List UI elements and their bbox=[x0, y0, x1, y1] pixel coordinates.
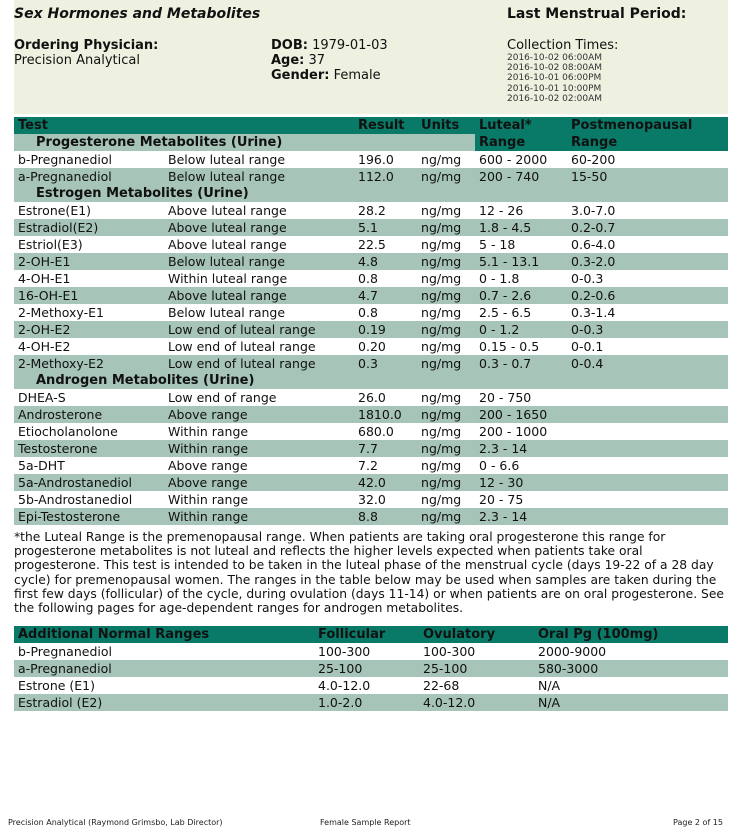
test-name: Etiocholanolone bbox=[14, 423, 164, 440]
interpretation: Low end of luteal range bbox=[164, 338, 354, 355]
test-name: 16-OH-E1 bbox=[14, 287, 164, 304]
column-header-oral-pg: Oral Pg (100mg) bbox=[534, 626, 728, 643]
luteal-range: 0.3 - 0.7 bbox=[475, 355, 567, 372]
interpretation: Below luteal range bbox=[164, 304, 354, 321]
luteal-range: 2.3 - 14 bbox=[475, 508, 567, 525]
result-value: 4.8 bbox=[354, 253, 417, 270]
collection-time: 2016-10-02 08:00AM bbox=[507, 63, 603, 74]
table-row bbox=[14, 355, 728, 372]
dob-label: DOB: bbox=[271, 38, 308, 53]
test-name: Estradiol(E2) bbox=[14, 219, 164, 236]
table-row bbox=[14, 440, 728, 457]
section-title: Progesterone Metabolites (Urine) bbox=[14, 134, 475, 151]
luteal-range: 5 - 18 bbox=[475, 236, 567, 253]
interpretation: Above luteal range bbox=[164, 236, 354, 253]
column-header-additional: Additional Normal Ranges bbox=[14, 626, 314, 643]
additional-ranges-table bbox=[14, 626, 728, 711]
oral-pg-range: 580-3000 bbox=[534, 660, 728, 677]
table-row bbox=[14, 694, 728, 711]
postmenopausal-range bbox=[567, 491, 728, 508]
ovulatory-range: 25-100 bbox=[419, 660, 534, 677]
result-value: 5.1 bbox=[354, 219, 417, 236]
interpretation: Within range bbox=[164, 491, 354, 508]
result-value: 8.8 bbox=[354, 508, 417, 525]
table-row bbox=[14, 321, 728, 338]
luteal-range: 0.7 - 2.6 bbox=[475, 287, 567, 304]
luteal-range: 2.3 - 14 bbox=[475, 440, 567, 457]
table-row bbox=[14, 151, 728, 168]
units: ng/mg bbox=[417, 287, 475, 304]
result-value: 1810.0 bbox=[354, 406, 417, 423]
table-row bbox=[14, 508, 728, 525]
units: ng/mg bbox=[417, 253, 475, 270]
column-header-postmenopausal-range: Range bbox=[567, 134, 728, 151]
postmenopausal-range: 0.3-2.0 bbox=[567, 253, 728, 270]
collection-time: 2016-10-01 06:00PM bbox=[507, 73, 602, 84]
units: ng/mg bbox=[417, 491, 475, 508]
follicular-range: 100-300 bbox=[314, 643, 419, 660]
luteal-range: 5.1 - 13.1 bbox=[475, 253, 567, 270]
interpretation: Above range bbox=[164, 406, 354, 423]
test-name: 2-Methoxy-E1 bbox=[14, 304, 164, 321]
postmenopausal-range bbox=[567, 389, 728, 406]
postmenopausal-range: 0-0.3 bbox=[567, 321, 728, 338]
units: ng/mg bbox=[417, 389, 475, 406]
units: ng/mg bbox=[417, 355, 475, 372]
test-name: 2-Methoxy-E2 bbox=[14, 355, 164, 372]
patient-info bbox=[271, 38, 388, 83]
table-row bbox=[14, 304, 728, 321]
postmenopausal-range: 0.2-0.6 bbox=[567, 287, 728, 304]
section-header-row bbox=[14, 185, 728, 202]
luteal-range: 2.5 - 6.5 bbox=[475, 304, 567, 321]
interpretation: Low end of luteal range bbox=[164, 355, 354, 372]
luteal-range: 20 - 75 bbox=[475, 491, 567, 508]
column-header-ovulatory: Ovulatory bbox=[419, 626, 534, 643]
age-value: 37 bbox=[308, 53, 326, 68]
test-name: 5a-Androstanediol bbox=[14, 474, 164, 491]
gender-value: Female bbox=[333, 68, 381, 83]
test-name: 4-OH-E2 bbox=[14, 338, 164, 355]
units: ng/mg bbox=[417, 236, 475, 253]
interpretation: Within range bbox=[164, 508, 354, 525]
table-row bbox=[14, 677, 728, 694]
interpretation: Above luteal range bbox=[164, 287, 354, 304]
postmenopausal-range: 0-0.1 bbox=[567, 338, 728, 355]
test-name: b-Pregnanediol bbox=[14, 151, 164, 168]
table-row bbox=[14, 660, 728, 677]
interpretation: Below luteal range bbox=[164, 168, 354, 185]
ordering-physician bbox=[14, 38, 158, 68]
result-value: 32.0 bbox=[354, 491, 417, 508]
postmenopausal-range bbox=[567, 423, 728, 440]
table-row bbox=[14, 389, 728, 406]
collection-times bbox=[507, 38, 618, 104]
postmenopausal-range: 0.3-1.4 bbox=[567, 304, 728, 321]
section-title: Androgen Metabolites (Urine) bbox=[14, 372, 475, 389]
luteal-range: 12 - 30 bbox=[475, 474, 567, 491]
postmenopausal-range bbox=[567, 440, 728, 457]
collection-time: 2016-10-01 10:00PM bbox=[507, 83, 602, 94]
interpretation: Below luteal range bbox=[164, 253, 354, 270]
test-name: 4-OH-E1 bbox=[14, 270, 164, 287]
test-name: Estriol(E3) bbox=[14, 236, 164, 253]
follicular-range: 1.0-2.0 bbox=[314, 694, 419, 711]
interpretation: Below luteal range bbox=[164, 151, 354, 168]
test-name: 2-OH-E2 bbox=[14, 321, 164, 338]
column-header-follicular: Follicular bbox=[314, 626, 419, 643]
result-value: 0.20 bbox=[354, 338, 417, 355]
table-row bbox=[14, 202, 728, 219]
units: ng/mg bbox=[417, 440, 475, 457]
footer-page-number: Page 2 of 15 bbox=[673, 818, 723, 827]
gender-label: Gender: bbox=[271, 68, 330, 83]
results-table bbox=[14, 117, 728, 525]
postmenopausal-range bbox=[567, 474, 728, 491]
oral-pg-range: 2000-9000 bbox=[534, 643, 728, 660]
table-row bbox=[14, 474, 728, 491]
luteal-range: 12 - 26 bbox=[475, 202, 567, 219]
interpretation: Low end of luteal range bbox=[164, 321, 354, 338]
table-row bbox=[14, 253, 728, 270]
table-row bbox=[14, 457, 728, 474]
ovulatory-range: 100-300 bbox=[419, 643, 534, 660]
table-row bbox=[14, 219, 728, 236]
table-row bbox=[14, 270, 728, 287]
table-header-row bbox=[14, 117, 728, 134]
result-value: 4.7 bbox=[354, 287, 417, 304]
postmenopausal-range: 0-0.3 bbox=[567, 270, 728, 287]
postmenopausal-range: 0.6-4.0 bbox=[567, 236, 728, 253]
result-value: 42.0 bbox=[354, 474, 417, 491]
interpretation: Above luteal range bbox=[164, 202, 354, 219]
result-value: 28.2 bbox=[354, 202, 417, 219]
column-header-luteal-range: Range bbox=[475, 134, 567, 151]
units: ng/mg bbox=[417, 474, 475, 491]
postmenopausal-range: 3.0-7.0 bbox=[567, 202, 728, 219]
postmenopausal-range bbox=[567, 457, 728, 474]
section-header-row bbox=[14, 134, 728, 151]
interpretation: Low end of range bbox=[164, 389, 354, 406]
follicular-range: 25-100 bbox=[314, 660, 419, 677]
age-label: Age: bbox=[271, 53, 305, 68]
table-row bbox=[14, 423, 728, 440]
luteal-range: 0 - 1.8 bbox=[475, 270, 567, 287]
oral-pg-range: N/A bbox=[534, 694, 728, 711]
units: ng/mg bbox=[417, 423, 475, 440]
test-name: Testosterone bbox=[14, 440, 164, 457]
test-name: Androsterone bbox=[14, 406, 164, 423]
luteal-range: 0 - 1.2 bbox=[475, 321, 567, 338]
collection-times-label: Collection Times: bbox=[507, 38, 619, 53]
units: ng/mg bbox=[417, 406, 475, 423]
postmenopausal-range: 60-200 bbox=[567, 151, 728, 168]
test-name: Estrone(E1) bbox=[14, 202, 164, 219]
test-name: DHEA-S bbox=[14, 389, 164, 406]
column-header-result: Result bbox=[354, 117, 417, 134]
test-name: Estrone (E1) bbox=[14, 677, 314, 694]
test-name: a-Pregnanediol bbox=[14, 168, 164, 185]
luteal-range: 200 - 740 bbox=[475, 168, 567, 185]
units: ng/mg bbox=[417, 304, 475, 321]
section-spacer bbox=[475, 372, 728, 389]
units: ng/mg bbox=[417, 508, 475, 525]
luteal-range: 0 - 6.6 bbox=[475, 457, 567, 474]
section-header-row bbox=[14, 372, 728, 389]
ovulatory-range: 22-68 bbox=[419, 677, 534, 694]
table-row bbox=[14, 287, 728, 304]
table-row bbox=[14, 338, 728, 355]
table-row bbox=[14, 168, 728, 185]
ovulatory-range: 4.0-12.0 bbox=[419, 694, 534, 711]
result-value: 680.0 bbox=[354, 423, 417, 440]
luteal-range: 600 - 2000 bbox=[475, 151, 567, 168]
units: ng/mg bbox=[417, 457, 475, 474]
collection-time: 2016-10-02 02:00AM bbox=[507, 93, 603, 104]
footer-lab: Precision Analytical (Raymond Grimsbo, Lab Director) bbox=[8, 818, 223, 827]
table-row bbox=[14, 406, 728, 423]
units: ng/mg bbox=[417, 219, 475, 236]
ordering-physician-value: Precision Analytical bbox=[14, 53, 140, 68]
table-row bbox=[14, 643, 728, 660]
result-value: 0.8 bbox=[354, 304, 417, 321]
test-name: Estradiol (E2) bbox=[14, 694, 314, 711]
test-name: 2-OH-E1 bbox=[14, 253, 164, 270]
result-value: 7.2 bbox=[354, 457, 417, 474]
oral-pg-range: N/A bbox=[534, 677, 728, 694]
column-header-luteal: Luteal* bbox=[475, 117, 567, 134]
units: ng/mg bbox=[417, 338, 475, 355]
interpretation: Within range bbox=[164, 423, 354, 440]
test-name: Epi-Testosterone bbox=[14, 508, 164, 525]
column-header-test: Test bbox=[14, 117, 354, 134]
postmenopausal-range: 0.2-0.7 bbox=[567, 219, 728, 236]
luteal-range-note: *the Luteal Range is the premenopausal range. When patients are taking oral progesterone this range for progesterone metabolites is not luteal and reflects the higher levels expected when patients take oral progesterone. This test is intended to be taken in the luteal phase of the menstrual cycle (days 19-22 of a 28 day cycle) for premenopausal women. The ranges in the table below may be used when samples are taken during the first few days (follicular) of the cycle, during ovulation (days 11-14) or when patients are on oral progesterone. See the following pages for age-dependent ranges for androgen metabolites. bbox=[14, 530, 724, 616]
interpretation: Within range bbox=[164, 440, 354, 457]
interpretation: Above range bbox=[164, 474, 354, 491]
test-name: 5a-DHT bbox=[14, 457, 164, 474]
luteal-range: 0.15 - 0.5 bbox=[475, 338, 567, 355]
test-name: a-Pregnanediol bbox=[14, 660, 314, 677]
result-value: 0.3 bbox=[354, 355, 417, 372]
result-value: 22.5 bbox=[354, 236, 417, 253]
follicular-range: 4.0-12.0 bbox=[314, 677, 419, 694]
table-row bbox=[14, 491, 728, 508]
table-row bbox=[14, 236, 728, 253]
luteal-range: 200 - 1000 bbox=[475, 423, 567, 440]
result-value: 0.8 bbox=[354, 270, 417, 287]
units: ng/mg bbox=[417, 202, 475, 219]
units: ng/mg bbox=[417, 151, 475, 168]
result-value: 7.7 bbox=[354, 440, 417, 457]
postmenopausal-range: 15-50 bbox=[567, 168, 728, 185]
luteal-range: 1.8 - 4.5 bbox=[475, 219, 567, 236]
units: ng/mg bbox=[417, 168, 475, 185]
postmenopausal-range bbox=[567, 406, 728, 423]
units: ng/mg bbox=[417, 270, 475, 287]
column-header-postmenopausal: Postmenopausal bbox=[567, 117, 728, 134]
postmenopausal-range: 0-0.4 bbox=[567, 355, 728, 372]
test-name: b-Pregnanediol bbox=[14, 643, 314, 660]
section-spacer bbox=[475, 185, 728, 202]
units: ng/mg bbox=[417, 321, 475, 338]
section-title: Estrogen Metabolites (Urine) bbox=[14, 185, 475, 202]
interpretation: Above luteal range bbox=[164, 219, 354, 236]
luteal-range: 20 - 750 bbox=[475, 389, 567, 406]
interpretation: Above range bbox=[164, 457, 354, 474]
result-value: 112.0 bbox=[354, 168, 417, 185]
last-menstrual-period-label: Last Menstrual Period: bbox=[507, 6, 687, 22]
collection-time: 2016-10-02 06:00AM bbox=[507, 53, 603, 63]
result-value: 0.19 bbox=[354, 321, 417, 338]
footer-report-name: Female Sample Report bbox=[320, 818, 411, 827]
test-name: 5b-Androstanediol bbox=[14, 491, 164, 508]
report-title: Sex Hormones and Metabolites bbox=[14, 6, 261, 22]
result-value: 196.0 bbox=[354, 151, 417, 168]
interpretation: Within luteal range bbox=[164, 270, 354, 287]
ordering-physician-label: Ordering Physician: bbox=[14, 38, 159, 53]
postmenopausal-range bbox=[567, 508, 728, 525]
dob-value: 1979-01-03 bbox=[312, 38, 388, 53]
column-header-units: Units bbox=[417, 117, 475, 134]
additional-header-row bbox=[14, 626, 728, 643]
result-value: 26.0 bbox=[354, 389, 417, 406]
luteal-range: 200 - 1650 bbox=[475, 406, 567, 423]
